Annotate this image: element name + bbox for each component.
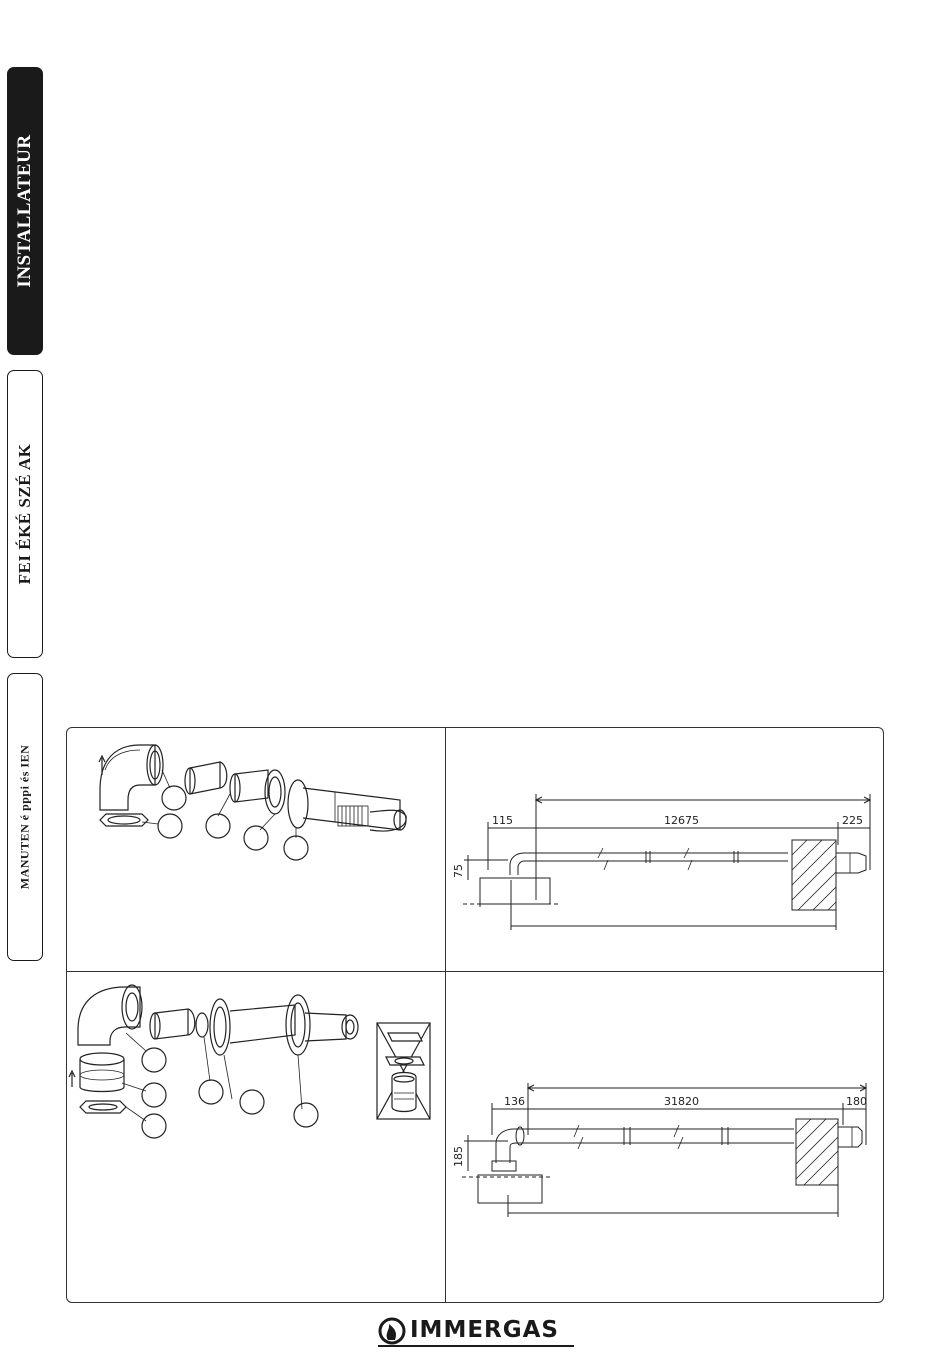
dim-label-225: 225 [842,814,863,827]
dim-label-180: 180 [846,1095,867,1108]
kit-dimension-drawing-bottom [448,975,882,1300]
figure-divider-horizontal [66,971,884,972]
tab-second-section[interactable] [7,370,43,658]
dim-label-115: 115 [492,814,513,827]
kit-exploded-view-bottom [70,975,442,1300]
tab-installateur[interactable] [7,67,43,355]
logo-underline [378,1345,574,1347]
tab-maintenance-label: MANUTEN é pppi és IEN [17,744,32,890]
dim-label-136: 136 [504,1095,525,1108]
tab-second-section-label: FEI ÉKÉ SZÉ AK [15,443,34,585]
dim-label-31820: 31820 [664,1095,699,1108]
immergas-logo [378,1316,574,1348]
dim-label-185: 185 [452,1146,465,1167]
dim-label-12675: 12675 [664,814,699,827]
figure-divider-vertical [445,727,446,1303]
kit-dimension-drawing-top [448,730,882,968]
tab-maintenance[interactable] [7,673,43,961]
immergas-flame-icon [378,1316,408,1346]
kit-exploded-view-top [70,730,442,968]
tab-installateur-label: INSTALLATEUR [14,134,35,288]
logo-wordmark: IMMERGAS [410,1317,559,1343]
dim-label-75: 75 [452,864,465,878]
